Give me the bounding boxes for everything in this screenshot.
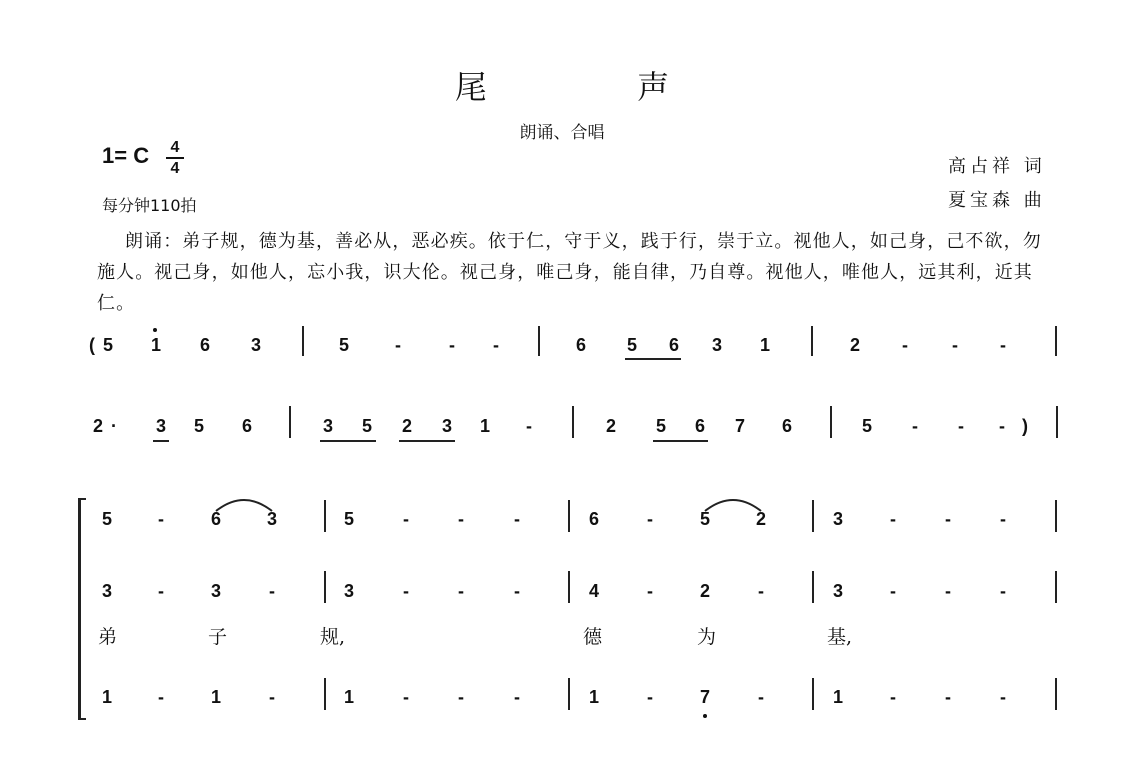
- slur-arc: [212, 495, 276, 515]
- note: 6: [210, 509, 221, 529]
- lyricist-credit: 高占祥 词: [948, 156, 1046, 177]
- note: -: [647, 687, 653, 707]
- note: -: [403, 687, 409, 707]
- time-signature-top: 4: [170, 139, 180, 156]
- note: 1: [150, 335, 161, 355]
- note: 1: [210, 687, 221, 707]
- octave-dot: [153, 328, 157, 332]
- note: -: [158, 509, 164, 529]
- barline: [572, 406, 574, 438]
- note: -: [958, 416, 964, 436]
- note: 6: [668, 335, 679, 355]
- note: 5: [655, 416, 666, 436]
- note: -: [945, 581, 951, 601]
- note: -: [647, 581, 653, 601]
- note: -: [952, 335, 958, 355]
- lyric-syllable: 基,: [827, 626, 853, 648]
- note: 2: [849, 335, 860, 355]
- barline: [812, 571, 814, 603]
- note: -: [1000, 509, 1006, 529]
- note: 3: [441, 416, 452, 436]
- underline-beam: [625, 358, 681, 360]
- note: -: [1000, 581, 1006, 601]
- lyric-syllable: 子: [208, 626, 228, 648]
- note: 7: [734, 416, 745, 436]
- note: -: [890, 581, 896, 601]
- barline: [538, 326, 540, 356]
- note: -: [890, 509, 896, 529]
- note: 3: [711, 335, 722, 355]
- note: 5: [861, 416, 872, 436]
- barline: [1055, 326, 1057, 356]
- note: -: [514, 687, 520, 707]
- note: -: [945, 509, 951, 529]
- note: 5: [102, 335, 113, 355]
- note: 2: [605, 416, 616, 436]
- note: (: [89, 335, 95, 355]
- barline: [302, 326, 304, 356]
- note: 1: [101, 687, 112, 707]
- note: 2: [401, 416, 412, 436]
- note: 2: [699, 581, 710, 601]
- note: 3: [832, 581, 843, 601]
- note: -: [158, 581, 164, 601]
- note: 6: [241, 416, 252, 436]
- low-octave-dot: [703, 714, 707, 718]
- note: -: [403, 581, 409, 601]
- note: 5: [338, 335, 349, 355]
- note: 5: [699, 509, 710, 529]
- underline-beam: [399, 440, 455, 442]
- note: 3: [155, 416, 166, 436]
- note: -: [158, 687, 164, 707]
- note: 5: [626, 335, 637, 355]
- barline: [812, 678, 814, 710]
- barline: [324, 500, 326, 532]
- tempo-marking: 每分钟110拍: [102, 196, 197, 215]
- note: -: [449, 335, 455, 355]
- time-signature-bottom: 4: [170, 160, 180, 177]
- note: -: [493, 335, 499, 355]
- note: -: [458, 687, 464, 707]
- barline: [289, 406, 291, 438]
- barline: [1055, 571, 1057, 603]
- page-subtitle: 朗诵、合唱: [519, 123, 605, 143]
- barline: [324, 678, 326, 710]
- barline: [324, 571, 326, 603]
- note: 5: [101, 509, 112, 529]
- barline: [1055, 678, 1057, 710]
- lyric-syllable: 弟: [98, 626, 118, 648]
- barline: [1056, 406, 1058, 438]
- barline: [1055, 500, 1057, 532]
- note: -: [395, 335, 401, 355]
- barline: [811, 326, 813, 356]
- note: -: [1000, 335, 1006, 355]
- note: -: [514, 509, 520, 529]
- note: 2: [755, 509, 766, 529]
- recitation-text: 朗诵：弟子规，德为基，善必从，恶必疾。依于仁，守于义，践于行，崇于立。视他人，如己身，己不欲，勿施人。视己身，如他人，忘小我，识大伦。视己身，唯己身，能自律，乃自尊。视他人，唯他人，远其利，近其仁。: [97, 231, 1042, 314]
- note: 1: [343, 687, 354, 707]
- note: -: [758, 687, 764, 707]
- lyric-syllable: 为: [697, 626, 717, 648]
- note: -: [1000, 687, 1006, 707]
- barline: [830, 406, 832, 438]
- note: 6: [781, 416, 792, 436]
- note: 3: [210, 581, 221, 601]
- barline: [568, 571, 570, 603]
- note: 1: [832, 687, 843, 707]
- note: ): [1022, 416, 1028, 436]
- note: 1: [479, 416, 490, 436]
- underline-beam: [653, 440, 708, 442]
- note: -: [999, 416, 1005, 436]
- slur-arc: [701, 495, 765, 515]
- note: -: [945, 687, 951, 707]
- note: -: [458, 581, 464, 601]
- note: 6: [588, 509, 599, 529]
- note: 3: [322, 416, 333, 436]
- note: 3: [832, 509, 843, 529]
- note: -: [890, 687, 896, 707]
- note: -: [269, 687, 275, 707]
- note: 3: [101, 581, 112, 601]
- note: -: [912, 416, 918, 436]
- note: 5: [343, 509, 354, 529]
- note: 7: [699, 687, 710, 707]
- underline-beam: [320, 440, 376, 442]
- note: -: [269, 581, 275, 601]
- note: 3: [266, 509, 277, 529]
- note: 4: [588, 581, 599, 601]
- note: 5: [361, 416, 372, 436]
- score-brace: [78, 498, 86, 720]
- note: -: [403, 509, 409, 529]
- note: -: [458, 509, 464, 529]
- note: 2: [92, 416, 103, 436]
- underline-beam: [153, 440, 169, 442]
- note: -: [647, 509, 653, 529]
- time-signature: [166, 138, 184, 178]
- note: 5: [193, 416, 204, 436]
- note: -: [902, 335, 908, 355]
- barline: [812, 500, 814, 532]
- barline: [568, 678, 570, 710]
- note: -: [514, 581, 520, 601]
- page-title: 尾 声: [454, 68, 740, 106]
- note: -: [526, 416, 532, 436]
- note: 1: [759, 335, 770, 355]
- note: -: [758, 581, 764, 601]
- note: 1: [588, 687, 599, 707]
- note: 6: [575, 335, 586, 355]
- barline: [568, 500, 570, 532]
- note: 6: [199, 335, 210, 355]
- note: 3: [343, 581, 354, 601]
- composer-credit: 夏宝森 曲: [948, 190, 1046, 211]
- note: 3: [250, 335, 261, 355]
- lyric-syllable: 德: [583, 626, 603, 648]
- note: ·: [111, 416, 117, 436]
- lyric-syllable: 规,: [320, 626, 346, 648]
- key-signature: 1= C: [102, 143, 150, 168]
- note: 6: [694, 416, 705, 436]
